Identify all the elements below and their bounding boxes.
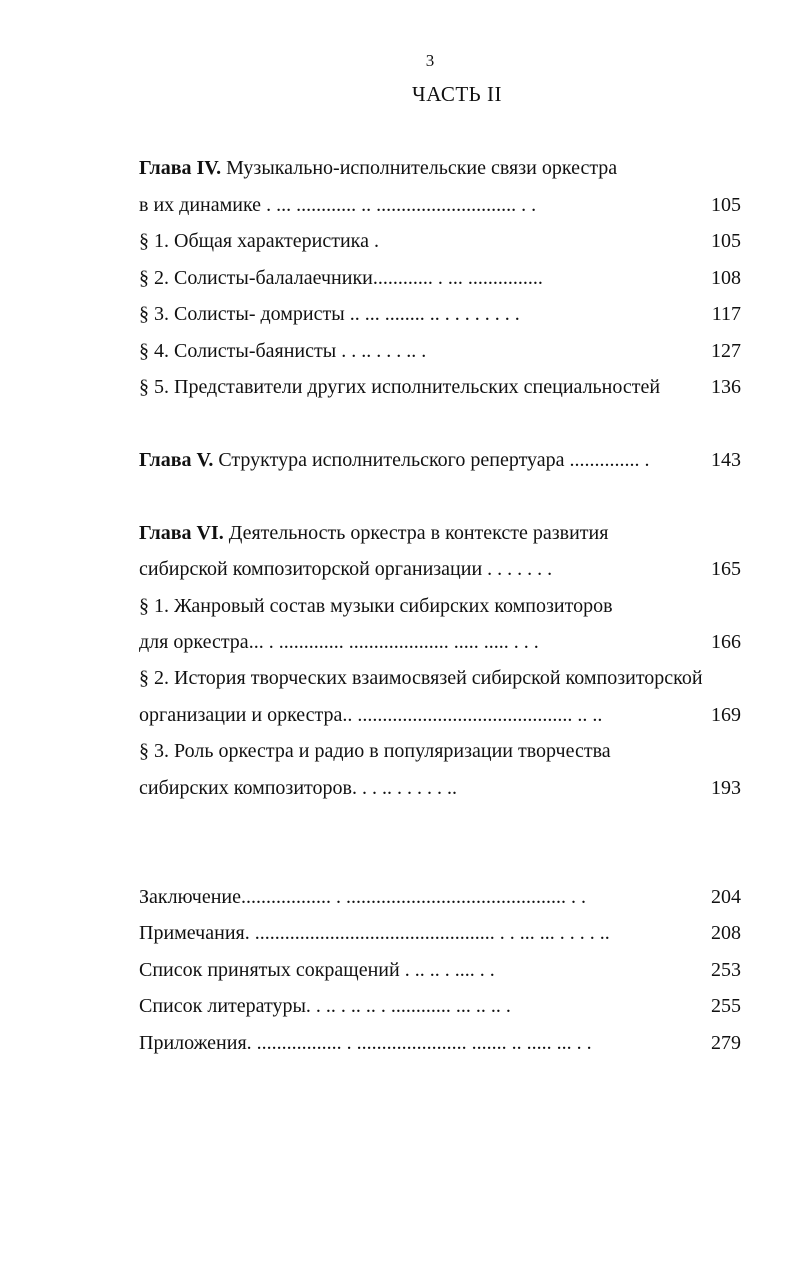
toc-entry-chapter-4-title-cont — [139, 193, 741, 217]
toc-entry-chapter-4-title — [139, 156, 741, 180]
leader-dots: ... . ............. .................... ..... ..... . . . — [248, 631, 539, 653]
page-number: 3 — [425, 51, 435, 70]
leader-dots: . . .. . .. .. . ............ ... .. .. . — [305, 995, 511, 1017]
entry-text: в их динамике — [139, 194, 262, 216]
page-ref: 169 — [711, 704, 741, 726]
leader-dots: ............ . ... ............... — [372, 267, 543, 289]
entry-text: § 4. Солисты-баянисты — [139, 340, 337, 362]
leader-dots: .............. . — [564, 449, 650, 471]
leader-dots: . . .. . . . . . .. — [356, 777, 457, 799]
page-ref: 208 — [711, 922, 741, 944]
leader-dots: ................................................ . . ... ... . . . . .. — [249, 922, 610, 944]
entry-text: Список принятых сокращений — [139, 959, 400, 981]
entry-text: § 1. Общая характеристика — [139, 230, 369, 252]
leader-dots: ................. . ...................... ....... .. ..... ... . . — [251, 1032, 592, 1054]
entry-text: Приложения. — [139, 1032, 252, 1054]
page-ref: 117 — [711, 303, 741, 325]
toc-entry-section — [139, 266, 741, 290]
page-ref: 127 — [711, 340, 741, 362]
toc-entry-section — [139, 229, 741, 253]
leader-dots: . . .. . . . .. . — [336, 340, 427, 362]
leader-dots: ........................................... .. .. — [352, 704, 603, 726]
toc-entry-section-cont — [139, 630, 741, 654]
entry-text: Деятельность оркестра в контексте развития — [223, 522, 609, 544]
entry-text: § 3. Роль оркестра и радио в популяризации творчества — [139, 740, 611, 762]
entry-text: § 2. История творческих взаимосвязей сибирской композиторской — [139, 667, 703, 689]
part-title: ЧАСТЬ II — [412, 82, 502, 106]
leader-dots: . ... ............ .. ............................ . . — [261, 194, 537, 216]
chapter-label: Глава IV. — [139, 157, 222, 179]
entry-text: § 3. Солисты- домристы — [139, 303, 345, 325]
page-ref: 143 — [711, 449, 741, 471]
page-ref: 136 — [711, 376, 741, 398]
page-ref: 193 — [711, 777, 741, 799]
toc-entry-bibliography — [139, 994, 741, 1018]
toc-entry-section — [139, 666, 741, 690]
chapter-label: Глава VI. — [139, 522, 224, 544]
toc-entry-chapter-6-title — [139, 521, 741, 545]
toc-entry-abbreviations — [139, 958, 741, 982]
page-ref: 204 — [711, 886, 741, 908]
entry-text: § 1. Жанровый состав музыки сибирских композиторов — [139, 595, 613, 617]
entry-text: сибирских композиторов. — [139, 777, 357, 799]
toc-entry-section — [139, 339, 741, 363]
page-ref: 105 — [711, 230, 741, 252]
toc-entry-section — [139, 739, 741, 763]
toc-entry-appendices — [139, 1031, 741, 1055]
toc-entry-section — [139, 302, 741, 326]
entry-text: § 5. Представители других исполнительских специальностей — [139, 376, 661, 398]
toc-entry-chapter-5 — [139, 448, 741, 472]
toc-entry-conclusion — [139, 885, 741, 909]
toc-entry-section-cont — [139, 776, 741, 800]
entry-text: Структура исполнительского репертуара — [213, 449, 565, 471]
toc-entry-section — [139, 594, 741, 618]
page-ref: 108 — [711, 267, 741, 289]
entry-text: для оркестра — [139, 631, 249, 653]
toc-entry-notes — [139, 921, 741, 945]
page-ref: 166 — [711, 631, 741, 653]
leader-dots: . . . . . . . — [482, 558, 553, 580]
entry-text: Заключение — [139, 886, 241, 908]
toc-entry-section-cont — [139, 703, 741, 727]
entry-text: Примечания. — [139, 922, 250, 944]
entry-text: Список литературы — [139, 995, 306, 1017]
chapter-label: Глава V. — [139, 449, 214, 471]
entry-text: организации и оркестра.. — [139, 704, 353, 726]
leader-dots: . .. .. . .... . . — [399, 959, 495, 981]
leader-dots: .................. . ............................................ . . — [241, 886, 586, 908]
toc-entry-section — [139, 375, 741, 399]
page-ref: 165 — [711, 558, 741, 580]
page-ref: 279 — [711, 1032, 741, 1054]
entry-text: § 2. Солисты-балалаечники — [139, 267, 373, 289]
page-ref: 105 — [711, 194, 741, 216]
entry-text: Музыкально-исполнительские связи оркестра — [221, 157, 618, 179]
entry-text: сибирской композиторской организации — [139, 558, 483, 580]
leader-dots: . — [368, 230, 379, 252]
page-ref: 253 — [711, 959, 741, 981]
page-ref: 255 — [711, 995, 741, 1017]
toc-entry-chapter-6-title-cont — [139, 557, 741, 581]
leader-dots: .. ... ........ .. . . . . . . . . — [344, 303, 520, 325]
